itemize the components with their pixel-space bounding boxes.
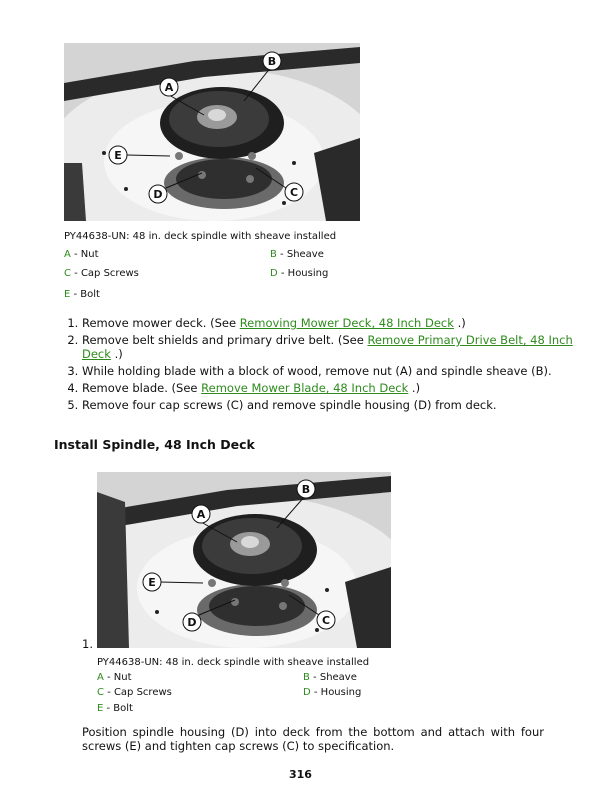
legend-2-c <box>97 687 172 698</box>
callout-c: C <box>289 186 299 199</box>
step-text: Remove mower deck. (See <box>82 316 240 330</box>
step-text: Remove four cap screws (C) and remove spindle housing (D) from deck. <box>82 398 497 412</box>
spindle-illustration-1 <box>64 43 360 221</box>
legend-text: - Cap Screws <box>70 268 139 279</box>
section-heading-install-spindle: Install Spindle, 48 Inch Deck <box>54 437 255 452</box>
legend-2-b <box>303 672 357 683</box>
callout-a: A <box>164 81 174 94</box>
legend-text: - Nut <box>103 672 132 683</box>
list-item <box>82 316 582 330</box>
legend-key: E <box>64 289 71 300</box>
callout-b: B <box>267 55 277 68</box>
install-instruction-text: Position spindle housing (D) into deck from the bottom and attach with four screws (E) and tighten cap screws (C) to specification. <box>82 725 544 753</box>
list-item <box>82 333 582 361</box>
legend-text: - Housing <box>310 687 362 698</box>
link-remove-primary-drive-belt[interactable]: Remove Primary Drive Belt, 48 Inch Deck <box>82 333 573 361</box>
legend-key: A <box>64 249 71 260</box>
list-item <box>82 381 582 395</box>
list-item <box>82 364 582 378</box>
spindle-figure-1 <box>64 43 360 221</box>
step-text: .) <box>110 347 123 361</box>
legend-1-c <box>64 268 139 279</box>
callout-b: B <box>301 483 311 496</box>
legend-text: - Cap Screws <box>103 687 172 698</box>
legend-key: B <box>270 249 277 260</box>
figure-1-caption: PY44638-UN: 48 in. deck spindle with sheave installed <box>64 231 337 242</box>
step-text: .) <box>408 381 421 395</box>
legend-1-d <box>270 268 328 279</box>
link-removing-mower-deck[interactable]: Removing Mower Deck, 48 Inch Deck <box>239 316 454 330</box>
callout-e: E <box>148 576 156 589</box>
legend-text: - Sheave <box>276 249 324 260</box>
legend-2-e <box>97 703 133 714</box>
legend-key: A <box>97 672 104 683</box>
legend-1-e <box>64 289 100 300</box>
legend-1-a <box>64 249 99 260</box>
legend-key: C <box>64 268 71 279</box>
link-remove-mower-blade[interactable]: Remove Mower Blade, 48 Inch Deck <box>201 381 409 395</box>
callout-d: D <box>153 188 163 201</box>
page-number: 316 <box>289 768 312 781</box>
step-text: While holding blade with a block of wood, remove nut (A) and spindle sheave (B). <box>82 364 552 378</box>
legend-1-b <box>270 249 324 260</box>
legend-key: D <box>303 687 311 698</box>
legend-text: - Sheave <box>309 672 357 683</box>
list-item <box>82 398 582 412</box>
legend-text: - Housing <box>277 268 329 279</box>
spindle-figure-2 <box>97 472 391 648</box>
callout-d: D <box>187 616 197 629</box>
callout-a: A <box>196 508 206 521</box>
step-text: Remove blade. (See <box>82 381 202 395</box>
removal-steps-list <box>54 316 582 415</box>
step-text: .) <box>453 316 466 330</box>
legend-text: - Nut <box>70 249 99 260</box>
spindle-illustration-2 <box>97 472 391 648</box>
legend-key: D <box>270 268 278 279</box>
install-step-number: 1. <box>82 637 93 651</box>
legend-text: - Bolt <box>70 289 100 300</box>
step-text: Remove belt shields and primary drive belt. (See <box>82 333 368 347</box>
legend-key: E <box>97 703 104 714</box>
legend-key: B <box>303 672 310 683</box>
figure-2-caption: PY44638-UN: 48 in. deck spindle with sheave installed <box>97 657 370 668</box>
legend-key: C <box>97 687 104 698</box>
legend-2-d <box>303 687 361 698</box>
legend-text: - Bolt <box>103 703 133 714</box>
callout-e: E <box>114 149 122 162</box>
callout-c: C <box>321 614 331 627</box>
legend-2-a <box>97 672 132 683</box>
